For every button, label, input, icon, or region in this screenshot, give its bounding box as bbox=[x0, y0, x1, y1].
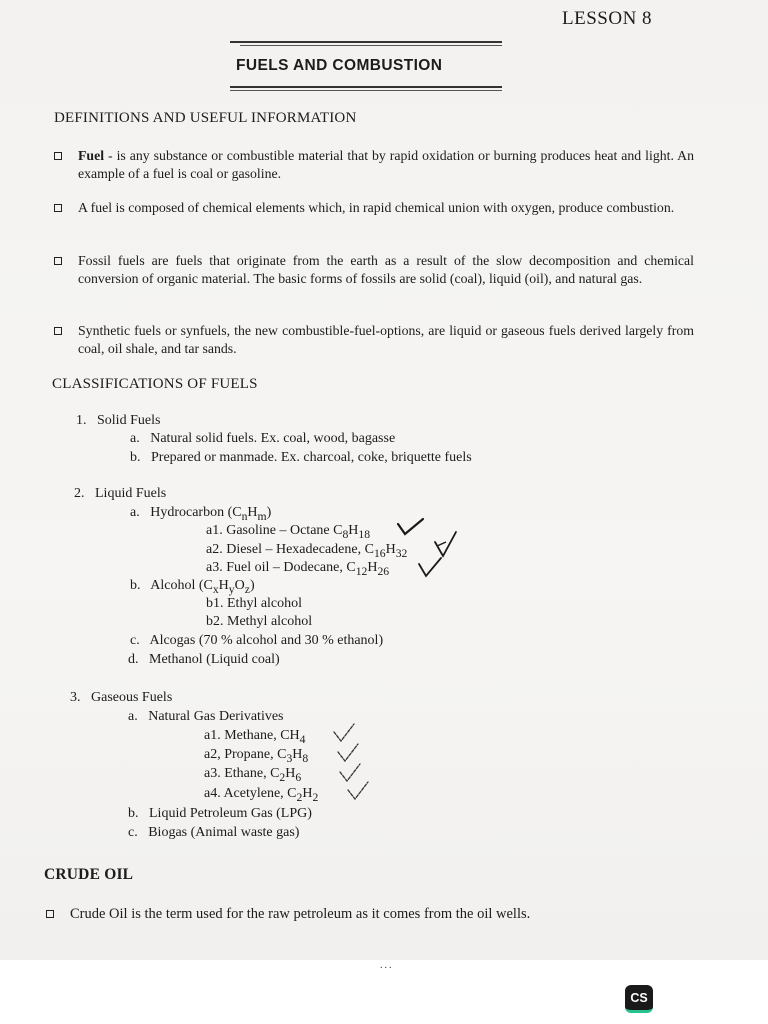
ethyl-alcohol-item: b1. Ethyl alcohol bbox=[206, 596, 303, 611]
solid-fuels-b: b. Prepared or manmade. Ex. charcoal, coke, briquette fuels bbox=[130, 450, 472, 465]
solid-fuels-a: a. Natural solid fuels. Ex. coal, wood, bagasse bbox=[130, 431, 396, 446]
natural-gas-item: a. Natural Gas Derivatives bbox=[128, 709, 284, 724]
lpg-item: b. Liquid Petroleum Gas (LPG) bbox=[128, 806, 312, 821]
diesel-item: a2. Diesel – Hexadecadene, $C_{16}H_{32}$ bbox=[206, 542, 408, 560]
definition-item: Fuel - is any substance or combustible material that by rapid oxidation or burning produces heat and light. An example of a fuel is coal or gasoline. bbox=[54, 147, 694, 187]
title-rule-bottom bbox=[230, 86, 502, 88]
hydrocarbon-item: a. Hydrocarbon $(C_nH_m)$ bbox=[130, 505, 272, 523]
crude-oil-heading: CRUDE OIL bbox=[44, 866, 134, 883]
title-rule-bottom-2 bbox=[230, 90, 502, 91]
title-rule-top-2 bbox=[240, 45, 502, 46]
page-dots: ... bbox=[380, 960, 394, 971]
checkbox-bullet-icon bbox=[46, 910, 54, 918]
methane-item: a1. Methane, $CH_4$ bbox=[204, 728, 306, 746]
title-rule-top bbox=[230, 41, 502, 43]
checkbox-bullet-icon bbox=[54, 257, 62, 265]
gasoline-item: a1. Gasoline – Octane $C_8H_{18}$ bbox=[206, 523, 371, 541]
lesson-number: LESSON 8 bbox=[562, 8, 653, 29]
checkmark-icon bbox=[416, 556, 444, 580]
checkbox-bullet-icon bbox=[54, 327, 62, 335]
fuel-oil-item: a3. Fuel oil – Dodecane, $C_{12}H_{26}$ bbox=[206, 560, 390, 578]
definition-term: Fuel bbox=[78, 148, 105, 163]
definition-item: Fossil fuels are fuels that originate from the earth as a result of the slow decomposition and chemical conversion of organic material. The basic forms of fossils are solid (coal), liquid (oil), and natural gas. bbox=[54, 252, 694, 308]
methanol-item: d. Methanol (Liquid coal) bbox=[128, 652, 280, 667]
acetylene-item: a4. Acetylene, $C_2H_2$ bbox=[204, 786, 319, 804]
checkmark-icon bbox=[332, 722, 358, 744]
definition-item: Synthetic fuels or synfuels, the new combustible-fuel-options, are liquid or gaseous fuels derived largely from coal, oil shale, and tar sands. bbox=[54, 322, 694, 362]
biogas-item: c. Biogas (Animal waste gas) bbox=[128, 825, 300, 840]
checkmark-icon bbox=[396, 516, 426, 538]
methyl-alcohol-item: b2. Methyl alcohol bbox=[206, 614, 313, 629]
crude-oil-item: Crude Oil is the term used for the raw petroleum as it comes from the oil wells. bbox=[46, 905, 726, 927]
gaseous-fuels-item: 3. Gaseous Fuels bbox=[70, 690, 173, 705]
definitions-heading: DEFINITIONS AND USEFUL INFORMATION bbox=[54, 110, 357, 126]
classifications-heading: CLASSIFICATIONS OF FUELS bbox=[52, 376, 258, 392]
checkmark-icon bbox=[336, 742, 362, 764]
checkmark-icon bbox=[346, 780, 372, 802]
definition-item: A fuel is composed of chemical elements which, in rapid chemical union with oxygen, produce combustion. bbox=[54, 199, 694, 239]
ethane-item: a3. Ethane, $C_2H_6$ bbox=[204, 766, 302, 784]
propane-item: a2, Propane, $C_3H_8$ bbox=[204, 747, 309, 765]
checkbox-bullet-icon bbox=[54, 204, 62, 212]
liquid-fuels-item: 2. Liquid Fuels bbox=[74, 486, 167, 501]
checkbox-bullet-icon bbox=[54, 152, 62, 160]
page-title: FUELS AND COMBUSTION bbox=[236, 57, 443, 74]
camscanner-badge-icon: CS bbox=[625, 985, 653, 1013]
alcogas-item: c. Alcogas (70 % alcohol and 30 % ethanol) bbox=[130, 633, 384, 648]
alcohol-item: b. Alcohol $(C_xH_yO_z)$ bbox=[130, 578, 255, 596]
solid-fuels-item: 1. Solid Fuels bbox=[76, 413, 161, 428]
